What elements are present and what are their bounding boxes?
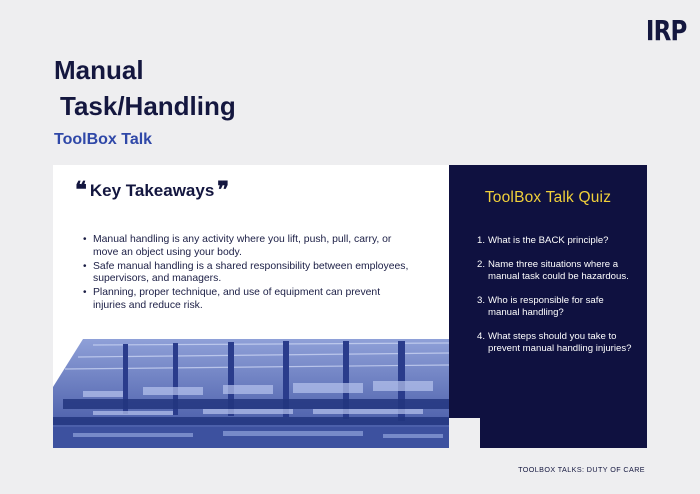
key-takeaways-card	[53, 165, 449, 448]
key-takeaways-title: Key Takeaways	[89, 181, 215, 200]
open-quote-icon: ❝	[75, 177, 87, 203]
quiz-question	[477, 259, 633, 283]
quiz-question-list	[477, 235, 633, 367]
corner-notch-decoration	[449, 418, 480, 448]
key-takeaways-heading	[75, 177, 230, 203]
page-subtitle: ToolBox Talk	[54, 131, 153, 148]
close-quote-icon: ❞	[217, 177, 230, 203]
quiz-question-text: Who is responsible for safe manual handling?	[488, 295, 604, 318]
title-line-2: Task/Handling	[60, 91, 236, 121]
title-line-1: Manual	[54, 55, 144, 85]
quiz-question	[477, 235, 633, 247]
quiz-question-number: 4.	[477, 331, 486, 342]
factory-warehouse-photo	[53, 339, 449, 448]
quiz-question	[477, 295, 633, 319]
takeaway-item: • Manual handling is any activity where you lift, push, pull, carry, or move an object using your body.	[83, 234, 413, 260]
toolbox-quiz-card	[449, 165, 647, 448]
quiz-question-number: 3.	[477, 295, 486, 306]
irp-logo: IRP	[645, 14, 686, 47]
quiz-question-number: 2.	[477, 259, 486, 270]
quiz-title: ToolBox Talk Quiz	[484, 189, 612, 206]
takeaway-item: • Planning, proper technique, and use of equipment can prevent injuries and reduce risk.	[83, 287, 413, 313]
quiz-question-text: Name three situations where a manual task could be hazardous.	[488, 259, 629, 282]
takeaway-item: • Safe manual handling is a shared responsibility between employees, supervisors, and managers.	[83, 261, 413, 287]
quiz-question-text: What is the BACK principle?	[488, 235, 609, 246]
key-takeaways-list	[83, 234, 413, 314]
footer-label: TOOLBOX TALKS: DUTY OF CARE	[518, 465, 645, 474]
quiz-question	[477, 331, 633, 355]
quiz-question-number: 1.	[477, 235, 486, 246]
quiz-question-text: What steps should you take to prevent manual handling injuries?	[488, 331, 632, 354]
page-title	[54, 52, 236, 124]
